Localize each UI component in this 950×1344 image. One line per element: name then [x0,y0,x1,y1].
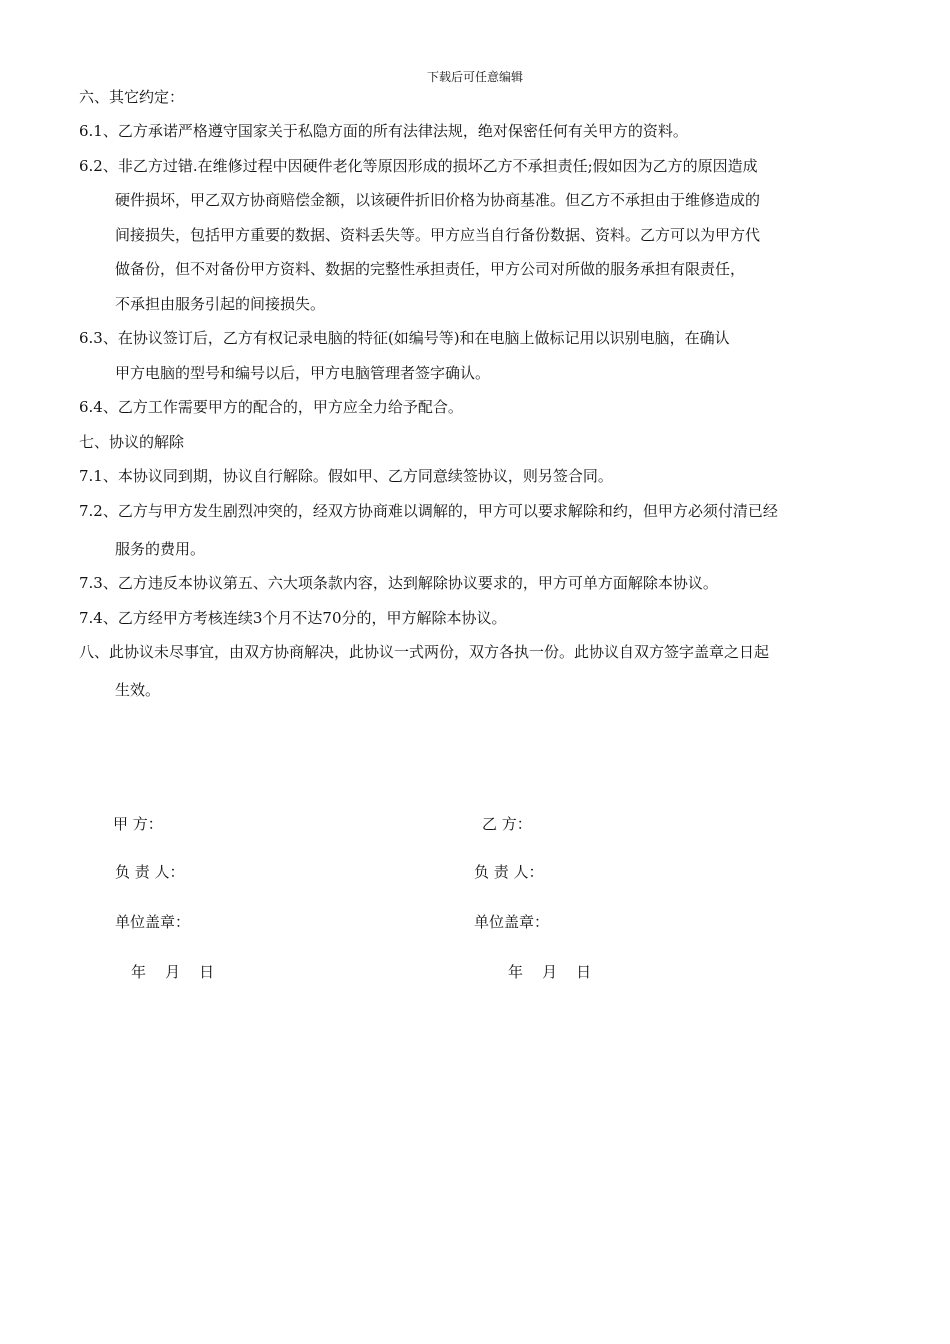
section-8: 八、此协议未尽事宜，由双方协商解决，此协议一式两份，双方各执一份。此协议自双方签字盖章之日起 [79,643,770,661]
clause-7-4: 7.4、乙方经甲方考核连续3个月不达70分的，甲方解除本协议。 [79,609,507,627]
responsible-b-label: 负 责 人： [474,863,544,881]
responsible-a-label: 负 责 人： [115,863,185,881]
clause-7-2-cont: 服务的费用。 [115,540,206,558]
clause-7-2: 7.2、乙方与甲方发生剧烈冲突的，经双方协商难以调解的，甲方可以要求解除和约，但甲方必须付清已经 [79,502,778,520]
clause-6-3: 6.3、在协议签订后，乙方有权记录电脑的特征(如编号等)和在电脑上做标记用以识别电脑，在确认 [79,329,730,347]
section-8-cont: 生效。 [115,681,161,699]
clause-7-3: 7.3、乙方违反本协议第五、六大项条款内容，达到解除协议要求的，甲方可单方面解除本协议。 [79,574,718,592]
clause-6-2-cont: 间接损失，包括甲方重要的数据、资料丢失等。甲方应当自行备份数据、资料。乙方可以为甲方代 [115,226,761,244]
party-b-label: 乙 方： [482,815,532,833]
clause-6-2-cont: 做备份，但不对备份甲方资料、数据的完整性承担责任，甲方公司对所做的服务承担有限责任， [115,260,746,278]
page-header: 下载后可任意编辑 [426,70,523,84]
seal-a-label: 单位盖章： [115,913,191,931]
seal-b-label: 单位盖章： [474,913,550,931]
clause-6-1: 6.1、乙方承诺严格遵守国家关于私隐方面的所有法律法规，绝对保密任何有关甲方的资料。 [79,122,688,140]
clause-6-3-cont: 甲方电脑的型号和编号以后，甲方电脑管理者签字确认。 [115,364,491,382]
date-a-label: 年 月 日 [131,963,215,981]
date-b-label: 年 月 日 [508,963,592,981]
section-heading: 七、协议的解除 [79,433,185,451]
section-heading: 六、其它约定： [79,88,185,106]
clause-6-4: 6.4、乙方工作需要甲方的配合的，甲方应全力给予配合。 [79,398,463,416]
party-a-label: 甲 方： [113,815,163,833]
clause-6-2-cont: 硬件损坏，甲乙双方协商赔偿金额，以该硬件折旧价格为协商基准。但乙方不承担由于维修造成的 [115,191,761,209]
clause-6-2: 6.2、非乙方过错.在维修过程中因硬件老化等原因形成的损坏乙方不承担责任;假如因为乙方的原因造成 [79,157,758,175]
clause-6-2-cont: 不承担由服务引起的间接损失。 [115,295,326,313]
clause-7-1: 7.1、本协议同到期，协议自行解除。假如甲、乙方同意续签协议，则另签合同。 [79,467,613,485]
